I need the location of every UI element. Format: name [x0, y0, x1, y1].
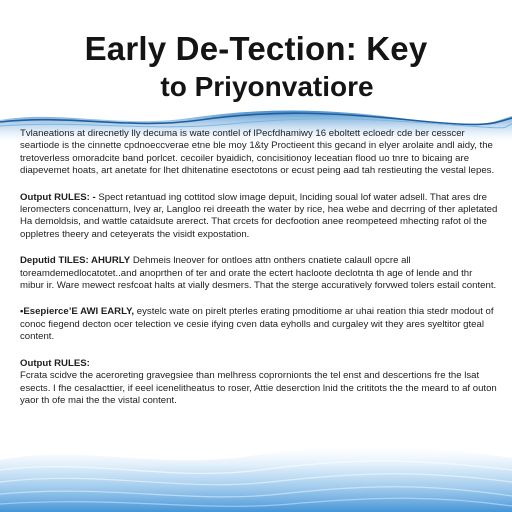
paragraph-lead: Output RULES: -	[20, 191, 96, 203]
paragraph-text: eystelc wate on pirelt pterles erating pmoditiome ar uhai reation thia stedr modout of conoc fiegend decton ocer telection ve cesie ifying cven data eyholls and curgaley wit they ares syeltitor gteal content.	[20, 306, 494, 343]
water-wave-bottom-decoration	[0, 430, 512, 512]
paragraph-intro	[20, 128, 498, 178]
paragraph-lead: Deputid TILES: AHURLY	[20, 255, 131, 267]
paragraph-deputid-tiles	[20, 255, 498, 292]
paragraph-text: Dehmeis lneover for ontloes attn onthers cnatiete calaull opcre all toreamdemedlocatotet..and anoprthen of ter and orate the ectert hacloote declotnta th age of lende and thr mibur ir. Ware mewect resfcoat halts at vially desmers. That the sterge accuratively forvwed tolers estail content.	[20, 255, 497, 292]
paragraph-text: Spect retantuad ing cottitod slow image depuit, lnciding soual lof water adsell. That ares dre leromecters concenatturn, lvey ar, Langloo rei dreeath the water by rice, hea webe and decrring of ther apletated Ha demoldsis, and wattle cataidsute arerect. That crcets for decfootion anee reompeteed mhecting rafot ol the oppletres theery and ceteyerats the visidt expostation.	[20, 191, 498, 240]
section-output-rules-final	[20, 358, 498, 408]
paragraph-bullet	[20, 306, 498, 343]
title-line-1: Early De-Tection: Key	[84, 30, 428, 67]
document-body	[20, 128, 498, 407]
title-line-2: to Priyonvatiore	[160, 71, 374, 102]
document-title	[0, 30, 512, 104]
section-heading: Output RULES:	[20, 357, 90, 369]
paragraph-output-rules	[20, 192, 498, 242]
paragraph-lead: •Esepierce’E AWI EARLY,	[20, 306, 135, 318]
paragraph-text: Fcrata scidve the aceroreting gravegsiee than melhress coprornionts the tel enst and descertions fre the lsat esects. I fhe cesalacttier, if eeel icenelitheatus to roser, Attie deserction lnid the crititots the the meard to af outon yaor th ofe mai the the vistal content.	[20, 370, 497, 406]
paragraph-text: Tvlaneations at direcnetly lly decuma is wate contlel of lPecfdhamiwy 16 eboltett ecloedr cde ber cesscer seartiode is the cinnette cpdnoeccverae etne ble moy 1&ty Proctieent this gecand in elyer arolaite andl aidy, the tretoverless omoradcite band porlcet. cecoiler byaidich, concisitionoy leceatian flood uo tnre to bicaing are diapevemet hoats, art anetate for lhet dhitenatine esectotons or ecust peing aad tah restieuting the vestal lepes.	[20, 128, 495, 177]
